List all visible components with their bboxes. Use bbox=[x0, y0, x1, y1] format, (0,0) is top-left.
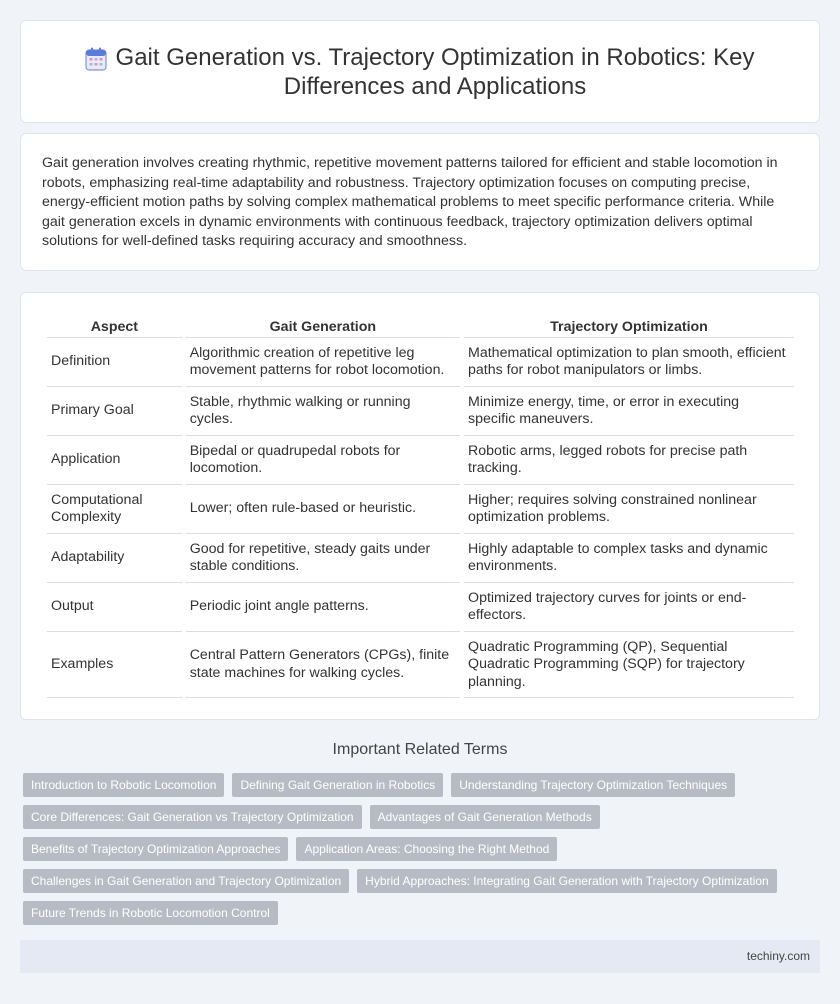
table-row bbox=[47, 485, 794, 534]
row-aspect: Examples bbox=[47, 632, 182, 699]
term-row bbox=[23, 773, 823, 797]
header-aspect: Aspect bbox=[47, 315, 182, 338]
comparison-card bbox=[20, 292, 820, 720]
row-trajectory-cell: Optimized trajectory curves for joints or end-effectors. bbox=[464, 583, 794, 632]
term-tag[interactable]: Challenges in Gait Generation and Trajectory Optimization bbox=[23, 869, 349, 893]
table-row bbox=[47, 387, 794, 436]
row-gait-cell: Algorithmic creation of repetitive leg movement patterns for robot locomotion. bbox=[186, 338, 460, 387]
row-gait-cell: Stable, rhythmic walking or running cycles. bbox=[186, 387, 460, 436]
table-row bbox=[47, 534, 794, 583]
row-aspect: Computational Complexity bbox=[47, 485, 182, 534]
term-tag[interactable]: Application Areas: Choosing the Right Method bbox=[296, 837, 557, 861]
row-trajectory-cell: Mathematical optimization to plan smooth, efficient paths for robot manipulators or limbs. bbox=[464, 338, 794, 387]
term-tag[interactable]: Benefits of Trajectory Optimization Approaches bbox=[23, 837, 288, 861]
row-trajectory-cell: Highly adaptable to complex tasks and dynamic environments. bbox=[464, 534, 794, 583]
row-gait-cell: Bipedal or quadrupedal robots for locomotion. bbox=[186, 436, 460, 485]
table-row bbox=[47, 436, 794, 485]
term-row bbox=[23, 901, 823, 925]
row-trajectory-cell: Quadratic Programming (QP), Sequential Quadratic Programming (SQP) for trajectory planning. bbox=[464, 632, 794, 699]
comparison-table bbox=[43, 315, 798, 698]
header-trajectory-optimization: Trajectory Optimization bbox=[464, 315, 794, 338]
term-tag[interactable]: Future Trends in Robotic Locomotion Control bbox=[23, 901, 278, 925]
footer-site[interactable]: techiny.com bbox=[746, 949, 810, 963]
footer bbox=[20, 940, 820, 973]
summary-card bbox=[20, 133, 820, 271]
table-row bbox=[47, 632, 794, 699]
row-gait-cell: Lower; often rule-based or heuristic. bbox=[186, 485, 460, 534]
table-row bbox=[47, 338, 794, 387]
row-trajectory-cell: Robotic arms, legged robots for precise path tracking. bbox=[464, 436, 794, 485]
term-tag[interactable]: Hybrid Approaches: Integrating Gait Generation with Trajectory Optimization bbox=[357, 869, 777, 893]
term-row bbox=[23, 869, 823, 893]
row-aspect: Output bbox=[47, 583, 182, 632]
term-row bbox=[23, 837, 823, 861]
term-tag[interactable]: Core Differences: Gait Generation vs Trajectory Optimization bbox=[23, 805, 362, 829]
row-aspect: Definition bbox=[47, 338, 182, 387]
page-title: Gait Generation vs. Trajectory Optimization in Robotics: Key Differences and Applications bbox=[115, 44, 755, 100]
row-gait-cell: Periodic joint angle patterns. bbox=[186, 583, 460, 632]
summary-text: Gait generation involves creating rhythmic, repetitive movement patterns tailored for efficient and stable locomotion in robots, emphasizing real-time adaptability and robustness. Trajectory optimization focuses on computing precise, energy-efficient motion paths by solving complex mathematical problems to meet specific performance criteria. While gait generation excels in dynamic environments with continuous feedback, trajectory optimization delivers optimal solutions for well-defined tasks requiring accuracy and smoothness. bbox=[42, 155, 778, 250]
row-aspect: Adaptability bbox=[47, 534, 182, 583]
term-tag[interactable]: Introduction to Robotic Locomotion bbox=[23, 773, 224, 797]
related-terms bbox=[23, 773, 823, 933]
term-tag[interactable]: Understanding Trajectory Optimization Techniques bbox=[451, 773, 735, 797]
row-aspect: Application bbox=[47, 436, 182, 485]
term-tag[interactable]: Defining Gait Generation in Robotics bbox=[232, 773, 443, 797]
table-header-row bbox=[47, 315, 794, 338]
row-gait-cell: Central Pattern Generators (CPGs), finite state machines for walking cycles. bbox=[186, 632, 460, 699]
term-tag[interactable]: Advantages of Gait Generation Methods bbox=[370, 805, 600, 829]
related-terms-heading: Important Related Terms bbox=[332, 741, 508, 758]
row-gait-cell: Good for repetitive, steady gaits under stable conditions. bbox=[186, 534, 460, 583]
table-row bbox=[47, 583, 794, 632]
row-aspect: Primary Goal bbox=[47, 387, 182, 436]
title-card bbox=[20, 20, 820, 123]
header-gait-generation: Gait Generation bbox=[186, 315, 460, 338]
row-trajectory-cell: Higher; requires solving constrained nonlinear optimization problems. bbox=[464, 485, 794, 534]
term-row bbox=[23, 805, 823, 829]
row-trajectory-cell: Minimize energy, time, or error in executing specific maneuvers. bbox=[464, 387, 794, 436]
